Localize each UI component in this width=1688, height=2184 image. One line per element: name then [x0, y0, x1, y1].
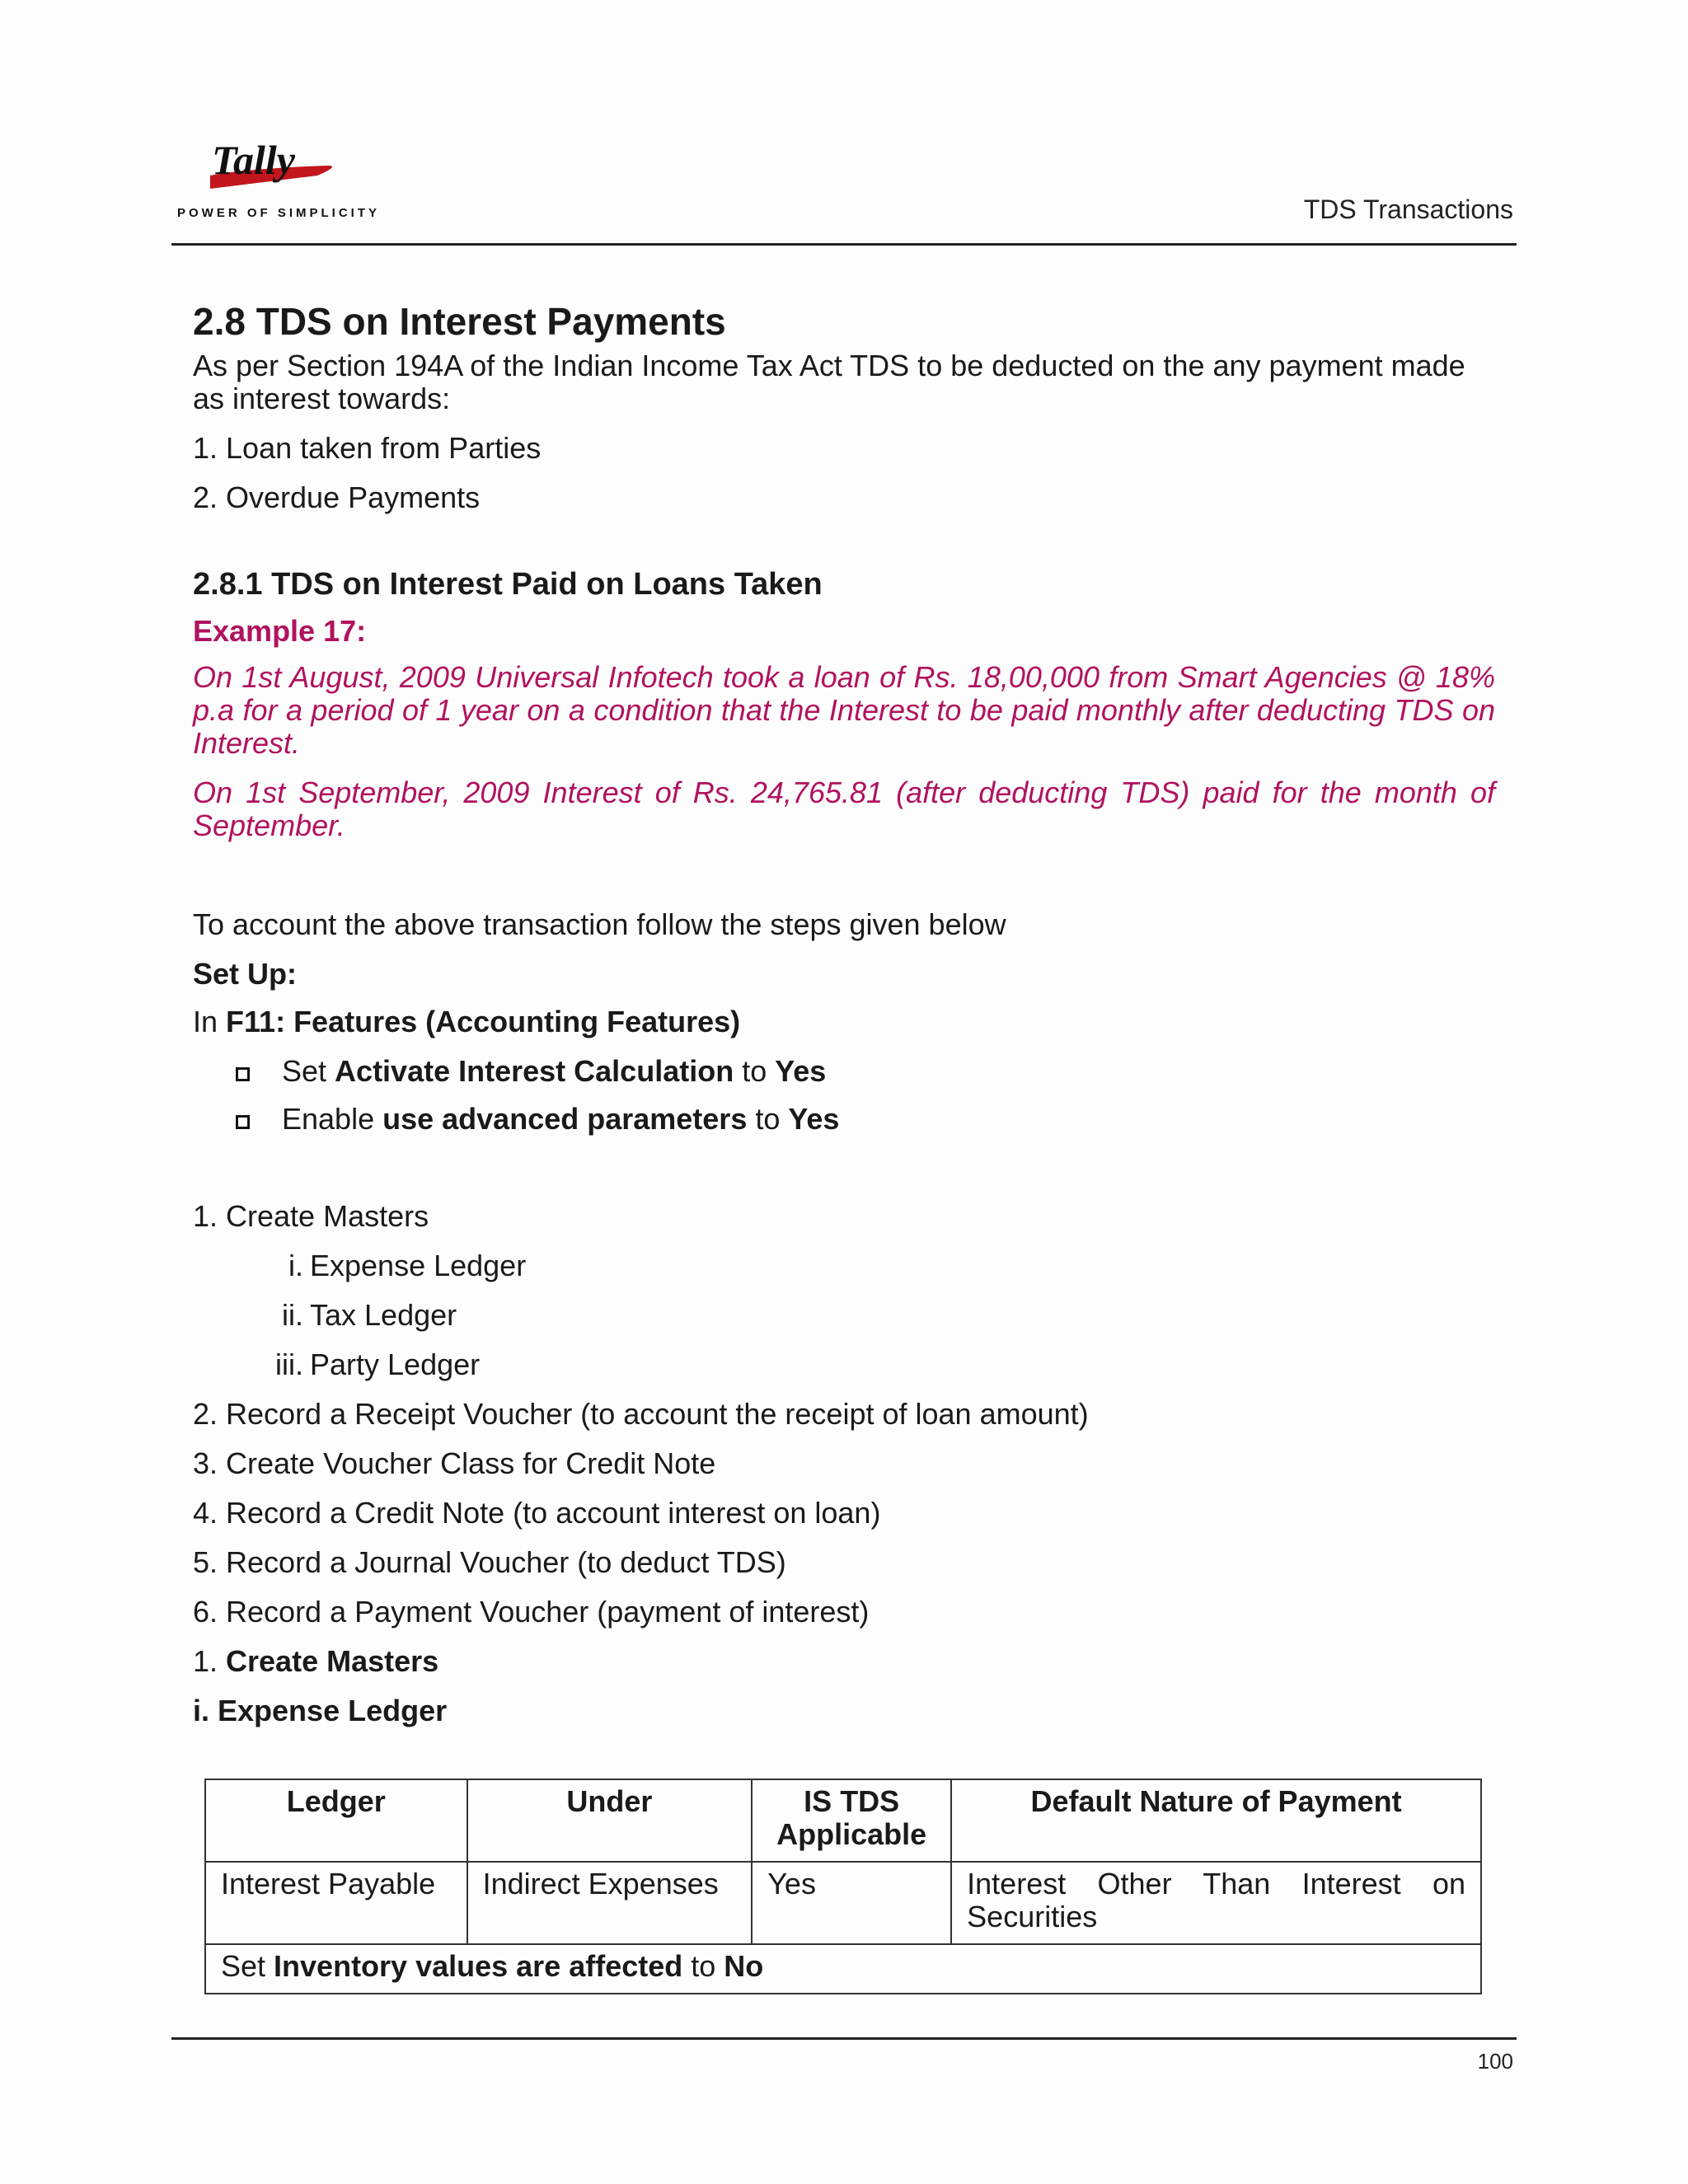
subsection-heading: 2.8.1 TDS on Interest Paid on Loans Taken [193, 567, 823, 602]
subitem-number: i. [288, 1249, 303, 1282]
bullet-text: Enable [282, 1102, 383, 1136]
step-item: 5. Record a Journal Voucher (to deduct TDS) [193, 1545, 786, 1579]
column-header: Default Nature of Payment [951, 1779, 1481, 1862]
section-heading: 2.8 TDS on Interest Payments [193, 300, 726, 343]
footer-rule [171, 2037, 1517, 2040]
setup-path [193, 1005, 1495, 1038]
square-bullet-icon [236, 1115, 250, 1129]
page-number: 100 [1477, 2049, 1513, 2074]
svg-text:Tally: Tally [212, 137, 295, 183]
bullet-option: use advanced parameters [382, 1102, 748, 1136]
step-item: 1. Create Masters [193, 1199, 429, 1233]
table-row [205, 1862, 1481, 1944]
subitem-number: iii. [275, 1347, 303, 1381]
section-intro: As per Section 194A of the Indian Income Tax Act TDS to be deducted on the any payment made as interest towards: [193, 349, 1465, 415]
subitem-text: Tax Ledger [310, 1298, 457, 1332]
column-header: IS TDS Applicable [752, 1779, 951, 1862]
subitem-text: Expense Ledger [310, 1249, 527, 1282]
footer-text: Set [221, 1949, 274, 1983]
create-masters-number: 1. [193, 1644, 227, 1678]
step-subitem [259, 1348, 1495, 1381]
page-content [193, 298, 1495, 1727]
table-cell: Interest Payable [205, 1862, 467, 1944]
table-footer-row [205, 1944, 1481, 1994]
footer-text: to [682, 1949, 724, 1983]
table-cell: Interest Other Than Interest on Securities [951, 1862, 1481, 1944]
table-footer-cell [205, 1944, 1481, 1994]
bullet-text: to [734, 1054, 776, 1088]
step-item: 3. Create Voucher Class for Credit Note [193, 1446, 716, 1480]
bullet-text: Set [282, 1054, 335, 1088]
table-cell: Indirect Expenses [467, 1862, 753, 1944]
example-paragraph: On 1st September, 2009 Interest of Rs. 24,765.81 (after deducting TDS) paid for the month of September. [193, 776, 1495, 842]
setup-path-value: F11: Features (Accounting Features) [226, 1005, 741, 1038]
expense-ledger-table [204, 1779, 1482, 1994]
bullet-text: to [747, 1102, 789, 1136]
bullet-value: Yes [775, 1054, 827, 1088]
footer-option: Inventory values are affected [274, 1949, 683, 1983]
subitem-number: ii. [282, 1298, 303, 1332]
setup-bullet [193, 1055, 1495, 1088]
subitem-text: Party Ledger [310, 1347, 481, 1381]
example-paragraph: On 1st August, 2009 Universal Infotech took a loan of Rs. 18,00,000 from Smart Agencies @ 18% p.a for a period of 1 year on a condition that the Interest to be paid monthly after deducting TDS on Interest. [193, 660, 1495, 760]
square-bullet-icon [236, 1067, 250, 1081]
header-rule [171, 243, 1517, 246]
expense-ledger-heading: i. Expense Ledger [193, 1694, 448, 1727]
footer-value: No [724, 1949, 764, 1983]
running-header-title: TDS Transactions [1303, 194, 1513, 224]
step-subitem [259, 1249, 1495, 1282]
tally-logo-icon [177, 136, 367, 202]
table-header-row [205, 1779, 1481, 1862]
setup-bullet-list [193, 1055, 1495, 1136]
setup-label: Set Up: [193, 957, 297, 991]
setup-path-prefix: In [193, 1005, 227, 1038]
intro-list-item: 1. Loan taken from Parties [193, 431, 542, 465]
step-item: 4. Record a Credit Note (to account interest on loan) [193, 1496, 881, 1530]
table-cell: Yes [752, 1862, 951, 1944]
create-masters-label: Create Masters [226, 1644, 439, 1678]
step-item: 6. Record a Payment Voucher (payment of interest) [193, 1595, 870, 1629]
example-label: Example 17: [193, 614, 367, 648]
column-header: Ledger [205, 1779, 467, 1862]
steps-intro: To account the above transaction follow the steps given below [193, 907, 1006, 941]
logo-tagline: POWER OF SIMPLICITY [177, 206, 381, 220]
bullet-value: Yes [788, 1102, 840, 1136]
step-subitem [259, 1299, 1495, 1332]
create-masters-heading [193, 1645, 1495, 1678]
setup-bullet [193, 1103, 1495, 1136]
intro-list-item: 2. Overdue Payments [193, 480, 481, 514]
step-item: 2. Record a Receipt Voucher (to account the receipt of loan amount) [193, 1397, 1089, 1431]
column-header: Under [467, 1779, 753, 1862]
step-sublist [193, 1249, 1495, 1381]
bullet-option: Activate Interest Calculation [335, 1054, 734, 1088]
